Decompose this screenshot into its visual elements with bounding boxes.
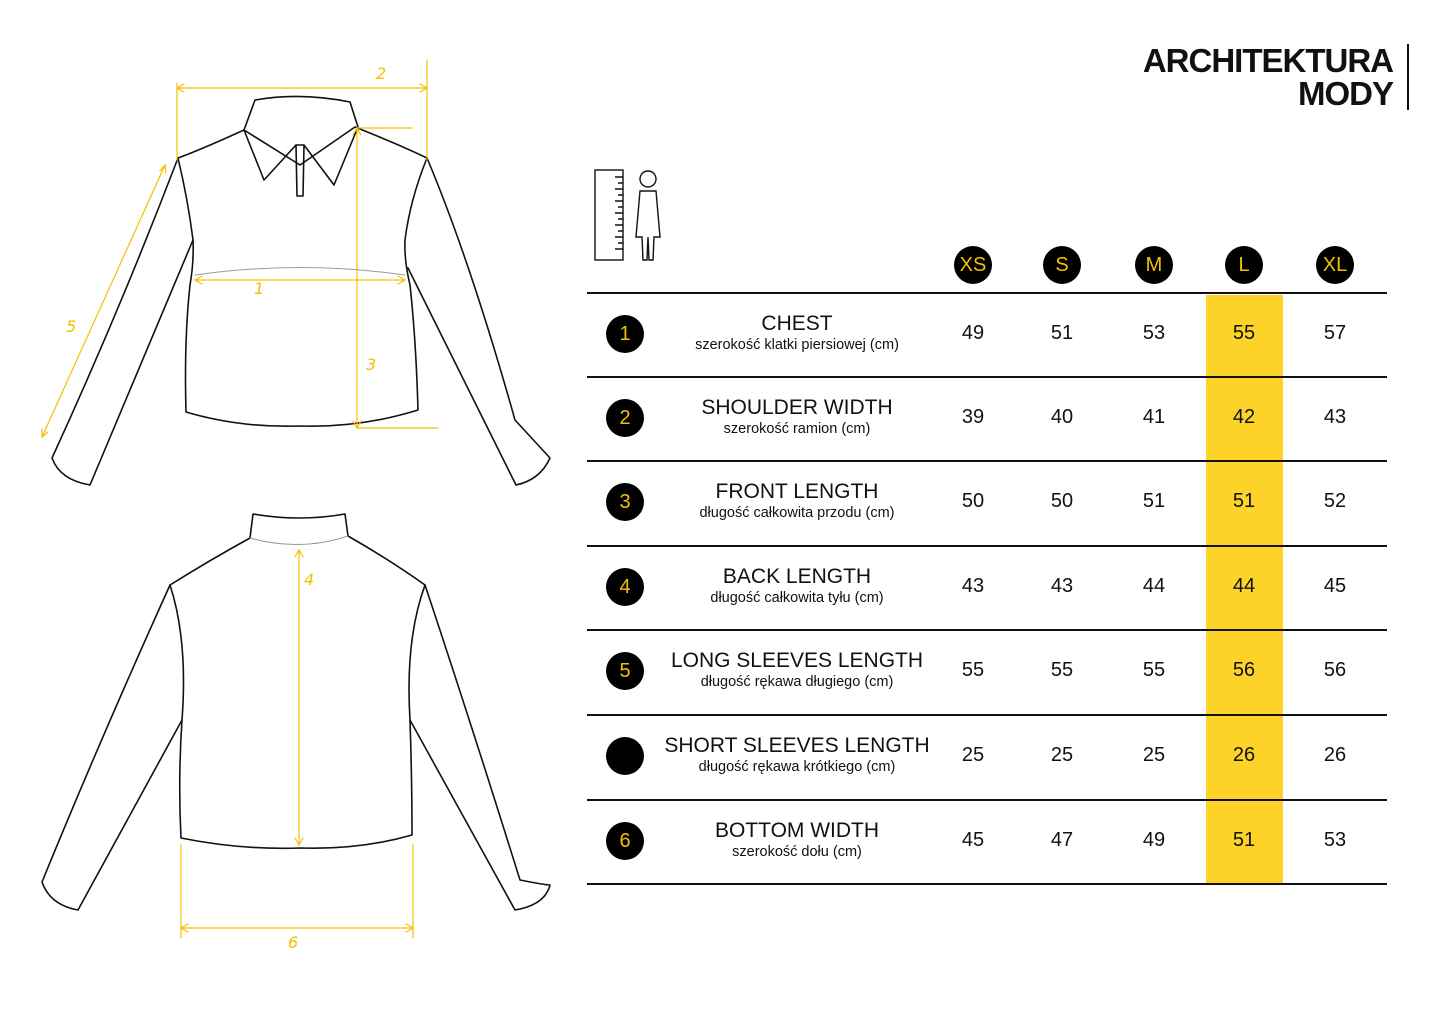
value-cell-xl: 53 [1323, 829, 1347, 851]
value-cell-s: 50 [1050, 490, 1074, 512]
row-title: FRONT LENGTH [715, 480, 879, 503]
size-header-xl: XL [1316, 246, 1354, 284]
value-cell-l: 51 [1232, 490, 1256, 512]
row-number-badge [606, 737, 644, 775]
value-cell-xl: 56 [1323, 659, 1347, 681]
value-cell-xl: 52 [1323, 490, 1347, 512]
value-cell-s: 25 [1050, 744, 1074, 766]
row-number-badge: 3 [606, 483, 644, 521]
value-cell-s: 47 [1050, 829, 1074, 851]
row-title: BACK LENGTH [722, 565, 872, 588]
size-header-s: S [1043, 246, 1081, 284]
table-rule [587, 629, 1387, 631]
brand-line-2: MODY [1298, 75, 1393, 112]
sketch-label-4: 4 [304, 570, 315, 589]
brand-logo [1143, 44, 1409, 110]
value-cell-l: 42 [1232, 406, 1256, 428]
value-cell-m: 49 [1142, 829, 1166, 851]
row-number-badge: 1 [606, 315, 644, 353]
row-title: SHORT SLEEVES LENGTH [664, 734, 930, 757]
value-cell-m: 51 [1142, 490, 1166, 512]
row-subtitle: szerokość ramion (cm) [723, 421, 871, 437]
value-cell-l: 55 [1232, 322, 1256, 344]
row-number-badge: 5 [606, 652, 644, 690]
table-rule [587, 376, 1387, 378]
value-cell-xs: 45 [961, 829, 985, 851]
row-number-badge: 4 [606, 568, 644, 606]
value-cell-xl: 45 [1323, 575, 1347, 597]
value-cell-xs: 39 [961, 406, 985, 428]
value-cell-l: 56 [1232, 659, 1256, 681]
value-cell-s: 51 [1050, 322, 1074, 344]
table-rule [587, 714, 1387, 716]
table-rule [587, 883, 1387, 885]
sketch-label-1: 1 [254, 279, 265, 298]
brand-line-1: ARCHITEKTURA [1142, 42, 1393, 79]
value-cell-l: 44 [1232, 575, 1256, 597]
value-cell-xl: 43 [1323, 406, 1347, 428]
garment-sketch [0, 0, 580, 1000]
sketch-label-2: 2 [376, 64, 387, 83]
value-cell-xs: 50 [961, 490, 985, 512]
value-cell-xs: 49 [961, 322, 985, 344]
size-header-l: L [1225, 246, 1263, 284]
table-rule [587, 545, 1387, 547]
size-header-xs: XS [954, 246, 992, 284]
sketch-label-6: 6 [288, 933, 299, 952]
value-cell-l: 51 [1232, 829, 1256, 851]
sketch-label-5: 5 [66, 317, 77, 336]
table-rule [587, 292, 1387, 294]
value-cell-s: 43 [1050, 575, 1074, 597]
value-cell-s: 55 [1050, 659, 1074, 681]
size-header-m: M [1135, 246, 1173, 284]
value-cell-m: 44 [1142, 575, 1166, 597]
value-cell-xl: 57 [1323, 322, 1347, 344]
value-cell-xs: 43 [961, 575, 985, 597]
row-title: CHEST [761, 312, 833, 335]
row-subtitle: szerokość klatki piersiowej (cm) [695, 337, 899, 353]
row-number-badge: 2 [606, 399, 644, 437]
value-cell-m: 41 [1142, 406, 1166, 428]
value-cell-m: 53 [1142, 322, 1166, 344]
value-cell-xs: 55 [961, 659, 985, 681]
value-cell-m: 25 [1142, 744, 1166, 766]
row-title: BOTTOM WIDTH [714, 819, 880, 842]
value-cell-m: 55 [1142, 659, 1166, 681]
value-cell-s: 40 [1050, 406, 1074, 428]
row-subtitle: długość całkowita tyłu (cm) [710, 590, 884, 606]
table-rule [587, 460, 1387, 462]
row-subtitle: długość rękawa długiego (cm) [700, 674, 894, 690]
row-number-badge: 6 [606, 822, 644, 860]
row-subtitle: długość rękawa krótkiego (cm) [698, 759, 896, 775]
table-rule [587, 799, 1387, 801]
value-cell-l: 26 [1232, 744, 1256, 766]
ruler-person-icon [590, 165, 670, 265]
sketch-label-3: 3 [366, 355, 377, 374]
row-title: SHOULDER WIDTH [701, 396, 893, 419]
value-cell-xl: 26 [1323, 744, 1347, 766]
row-subtitle: długość całkowita przodu (cm) [699, 505, 895, 521]
row-subtitle: szerokość dołu (cm) [732, 844, 862, 860]
row-title: LONG SLEEVES LENGTH [670, 649, 924, 672]
value-cell-xs: 25 [961, 744, 985, 766]
